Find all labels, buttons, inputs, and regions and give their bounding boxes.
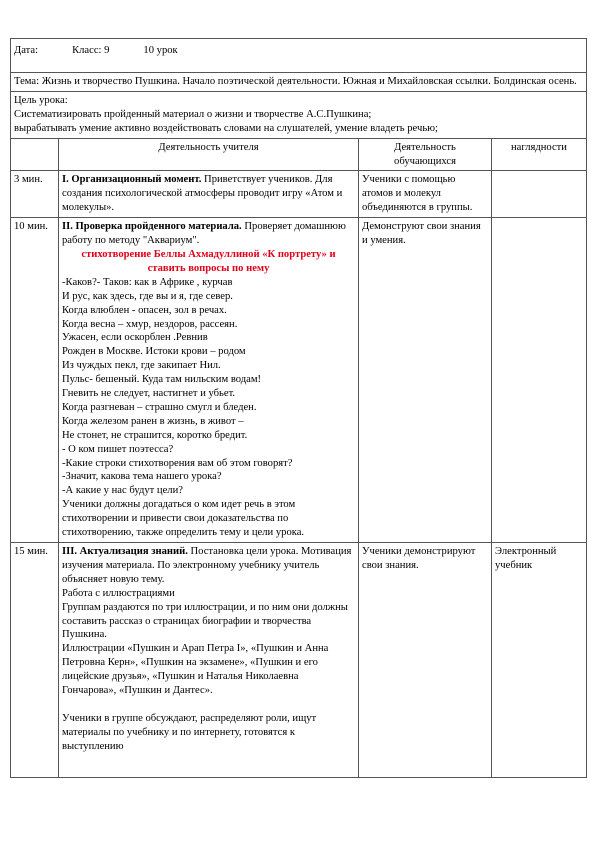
poem-line: Когда весна – хмур, нездоров, рассеян. [62,318,238,330]
students-cell: Ученики с помощью атомов и молекул объединяются в группы. [359,171,492,218]
lesson-number: 10 урок [143,45,178,56]
stage-heading: III. Актуализация знаний. [62,546,188,557]
poem-line: Когда разгневан – страшно смугл и бледен. [62,401,257,413]
teacher-cell [59,218,359,543]
poem-line: -Каков?- Таков: как в Африке , курчав [62,276,233,288]
goal-line-1: Систематизировать пройденный материал о жизни и творчестве А.С.Пушкина; [14,108,372,120]
stage-text: Проверяет домашнюю работу по методу "Аквариум". [62,221,346,247]
header-cell [11,39,587,73]
teacher-column-header: Деятельность учителя [59,138,359,171]
poem-line: Гневить не следует, настигнет и убьет. [62,388,236,400]
closing-text: Ученики в группе обсуждают, распределяют роли, ищут материалы по учебнику и по интернету, готовятся к выступлению [62,712,317,752]
table-row [11,543,587,778]
visual-column-header: наглядности [492,138,587,171]
table-row [11,218,587,543]
lesson-plan-table [10,38,587,778]
time-cell: 10 мин. [11,218,59,543]
class-label: Класс: 9 [72,45,110,56]
poem-line: И рус, как здесь, где вы и я, где север. [62,290,233,302]
poem-line: Пульс- бешеный. Куда там нильским водам! [62,374,262,386]
goal-line-2: вырабатывать умение активно воздействовать словами на слушателей, умение владеть речью; [14,122,439,134]
students-column-header: Деятельность обучающихся [359,138,492,171]
sub-text: Группам раздаются по три иллюстрации, и по ним они должны составить рассказ о страницах биографии и творчества Пушкина. [62,601,348,641]
goal-row [11,91,587,138]
stage-text: Приветствует учеников. Для создания психологической атмосферы проводит игру «Атом и молекулы». [62,174,343,214]
question-line: - О ком пишет поэтесса? [62,443,174,455]
question-line: -Значит, какова тема нашего урока? [62,471,222,483]
sub-title: Работа с иллюстрациями [62,587,175,599]
time-cell: 15 мин. [11,543,59,778]
poem-line: Когда железом ранен в жизнь, в живот – [62,415,244,427]
header-row [11,39,587,73]
question-line: -Какие строки стихотворения вам об этом говорят? [62,457,293,469]
stage-text: Постановка цели урока. Мотивация изучения материала. По электронному учебнику учитель объясняет новую тему. [62,546,352,585]
visual-cell [492,218,587,543]
goal-cell [11,91,587,138]
goal-title: Цель урока: [14,94,68,106]
poem-line: Ужасен, если оскорблен .Ревнив [62,332,208,344]
poem-line: Когда влюблен - опасен, зол в речах. [62,304,227,316]
students-cell: Ученики демонстрируют свои знания. [359,543,492,778]
visual-cell [492,171,587,218]
visual-cell: Электронный учебник [492,543,587,778]
teacher-cell [59,543,359,778]
poem-line: Рожден в Москве. Истоки крови – родом [62,346,246,358]
illustrations-list: Иллюстрации «Пушкин и Арап Петра I», «Пушкин и Анна Петровна Керн», «Пушкин на экзамене», «Пушкин и его лицейские друзья», «Пушкин и Наталья Николаевна Гончарова», «Пушкин и Дантес». [62,643,329,697]
topic-cell: Тема: Жизнь и творчество Пушкина. Начало поэтической деятельности. Южная и Михайловская ссылки. Болдинская осень. [11,73,587,92]
table-row [11,171,587,218]
stage-heading: II. Проверка пройденного материала. [62,221,242,233]
question-line: -А какие у нас будут цели? [62,485,183,497]
poem-line: Из чуждых пекл, где закипает Нил. [62,360,221,372]
time-column-header [11,138,59,171]
stage-heading: I. Организационный момент. [62,174,202,186]
poem-assignment: стихотворение Беллы Ахмадуллиной «К портрету» и ставить вопросы по нему [81,248,336,274]
poem-line: Не стонет, не страшится, коротко бредит. [62,429,248,441]
teacher-cell [59,171,359,218]
date-label: Дата: [14,45,39,56]
time-cell: 3 мин. [11,171,59,218]
students-cell: Демонструют свои знания и умения. [359,218,492,543]
topic-row [11,73,587,92]
closing-text: Ученики должны догадаться о ком идет речь в этом стихотворении и привести свои доказательства по стихотворению, также определить тему и цели урока. [62,499,305,539]
column-header-row [11,138,587,171]
